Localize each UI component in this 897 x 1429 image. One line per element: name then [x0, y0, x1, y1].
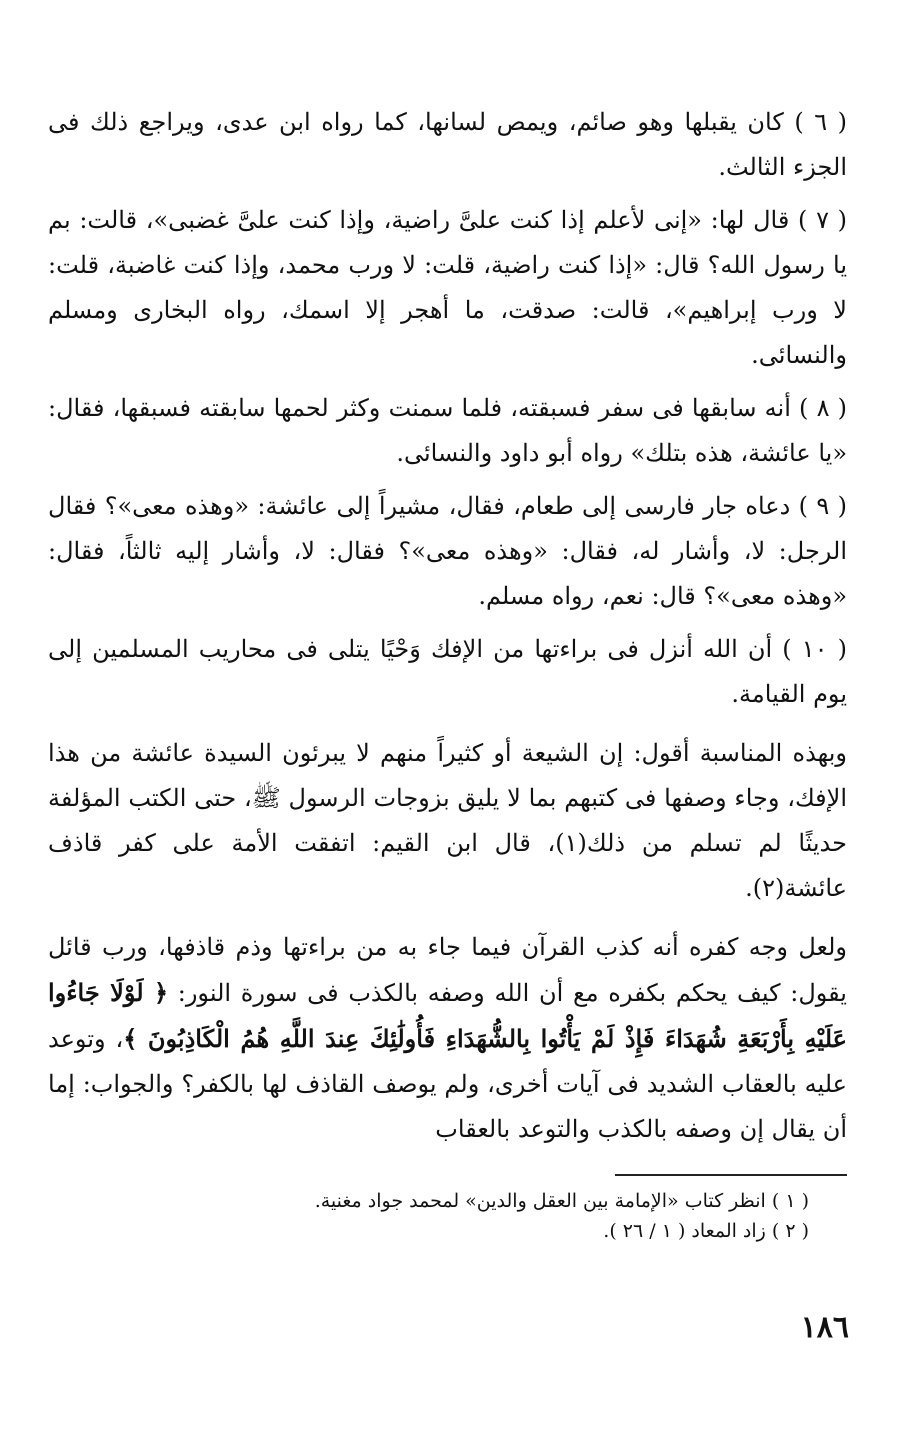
paragraph-occasion: وبهذه المناسبة أقول: إن الشيعة أو كثيراً منهم لا يبرئون السيدة عائشة من هذا الإفك، وجاء وصفها فى كتبهم بما لا يليق بزوجات الرسول ﷺ، حتى الكتب المؤلفة حديثًا لم تسلم من ذلك(١)، قال ابن القيم: اتفقت الأمة على كفر قاذف عائشة(٢). [48, 739, 847, 902]
paragraph-item-6: ( ٦ ) كان يقبلها وهو صائم، ويمص لسانها، كما رواه ابن عدى، ويراجع ذلك فى الجزء الثالث. [48, 108, 848, 181]
footnote-divider [615, 1174, 847, 1176]
paragraph-item-7: ( ٧ ) قال لها: «إنى لأعلم إذا كنت علىَّ راضية، وإذا كنت علىَّ غضبى»، قالت: بم يا رسول الله؟ قال: «إذا كنت راضية، قلت: لا ورب محمد، وإذا كنت غاضبة، قلت: لا ورب إبراهيم»، قالت: صدقت، ما أهجر إلا اسمك، رواه البخارى ومسلم والنسائى. [48, 206, 847, 369]
paragraph-text-before-verse: ولعل وجه كفره أنه كذب القرآن فيما جاء به من براءتها وذم قاذفها، ورب قائل يقول: كيف يحكم بكفره مع أن الله وصفه بالكذب فى سورة النور: [48, 933, 847, 1007]
footnote-1: ( ١ ) انظر كتاب «الإمامة بين العقل والدين» لمحمد جواد مغنية. [314, 1190, 809, 1212]
paragraph-item-8: ( ٨ ) أنه سابقها فى سفر فسبقته، فلما سمنت وكثر لحمها سابقته فسبقها، فقال: «يا عائشة، هذه بتلك» رواه أبو داود والنسائى. [48, 394, 847, 467]
quran-verse: ﴿ لَوْلَا جَاءُوا عَلَيْهِ بِأَرْبَعَةِ شُهَدَاءَ فَإِذْ لَمْ يَأْتُوا بِالشُّهَدَاءِ فَأُولَٰئِكَ عِندَ اللَّهِ هُمُ الْكَاذِبُونَ ﴾ [48, 978, 847, 1053]
paragraph-item-10: ( ١٠ ) أن الله أنزل فى براءتها من الإفك وَحْيًا يتلى فى محاريب المسلمين إلى يوم القيامة. [48, 635, 847, 708]
paragraph-item-9: ( ٩ ) دعاه جار فارسى إلى طعام، فقال، مشيراً إلى عائشة: «وهذه معى»؟ فقال الرجل: لا، وأشار له، فقال: «وهذه معى»؟ فقال: لا، وأشار إليه ثالثاً، فقال: «وهذه معى»؟ قال: نعم، رواه مسلم. [48, 492, 847, 610]
page-number: ١٨٦ [800, 1310, 849, 1345]
paragraph-kufr-reason [48, 925, 847, 1152]
footnote-2: ( ٢ ) زاد المعاد ( ١ / ٢٦ ). [603, 1220, 809, 1242]
paragraph-text-after-verse: ، وتوعد عليه بالعقاب الشديد فى آيات أخرى، ولم يوصف القاذف لها بالكفر؟ والجواب: إما أن يقال إن وصفه بالكذب والتوعد بالعقاب [48, 1025, 847, 1143]
